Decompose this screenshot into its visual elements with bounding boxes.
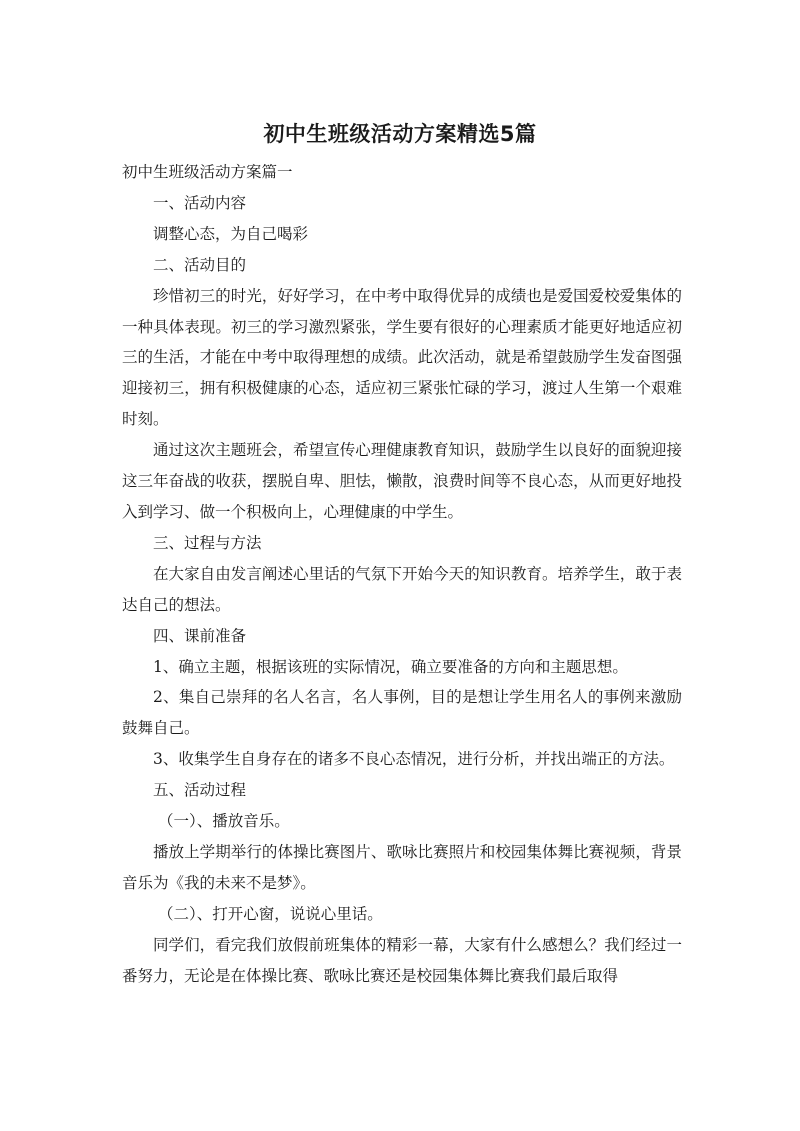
heading-process-method: 三、过程与方法 <box>153 533 262 552</box>
list-item: 1、确立主题，根据该班的实际情况，确立要准备的方向和主题思想。 <box>153 657 628 676</box>
list-item: 2、集自己崇拜的名人名言，名人事例，目的是想让学生用名人的事例来激励鼓舞自己。 <box>122 688 682 738</box>
list-item: 3、收集学生自身存在的诸多不良心态情况，进行分析，并找出端正的方法。 <box>153 750 675 769</box>
paragraph: 播放上学期举行的体操比赛图片、歌咏比赛照片和校园集体舞比赛视频，背景音乐为《我的未来不是梦》。 <box>122 842 682 892</box>
document-title: 初中生班级活动方案精选5篇 <box>263 122 537 146</box>
paragraph: 通过这次主题班会，希望宣传心理健康教育知识，鼓励学生以良好的面貌迎接这三年奋战的收获，摆脱自卑、胆怯，懒散，浪费时间等不良心态，从而更好地投入到学习、做一个积极向上，心理健康的中学生。 <box>122 441 682 521</box>
document-body <box>122 157 682 991</box>
heading-preparation: 四、课前准备 <box>153 626 247 645</box>
subheading: （二）、打开心窗，说说心里话。 <box>158 904 383 923</box>
paragraph: 珍惜初三的时光，好好学习，在中考中取得优异的成绩也是爱国爱校爱集体的一种具体表现。初三的学习激烈紧张，学生要有很好的心理素质才能更好地适应初三的生活，才能在中考中取得理想的成绩。此次活动，就是希望鼓励学生发奋图强迎接初三，拥有积极健康的心态，适应初三紧张忙碌的学习，渡过人生第一个艰难时刻。 <box>122 286 682 429</box>
heading-activity-purpose: 二、活动目的 <box>153 255 247 274</box>
heading-activity-process: 五、活动过程 <box>153 781 247 800</box>
heading-activity-content: 一、活动内容 <box>153 193 247 212</box>
paragraph: 调整心态，为自己喝彩 <box>153 224 309 243</box>
paragraph: 在大家自由发言阐述心里话的气氛下开始今天的知识教育。培养学生，敢于表达自己的想法。 <box>122 564 682 614</box>
subheading: （一）、播放音乐。 <box>158 812 290 831</box>
section-heading: 初中生班级活动方案篇一 <box>122 163 293 181</box>
paragraph: 同学们，看完我们放假前班集体的精彩一幕，大家有什么感想么？我们经过一番努力，无论是在体操比赛、歌咏比赛还是校园集体舞比赛我们最后取得 <box>122 935 682 985</box>
